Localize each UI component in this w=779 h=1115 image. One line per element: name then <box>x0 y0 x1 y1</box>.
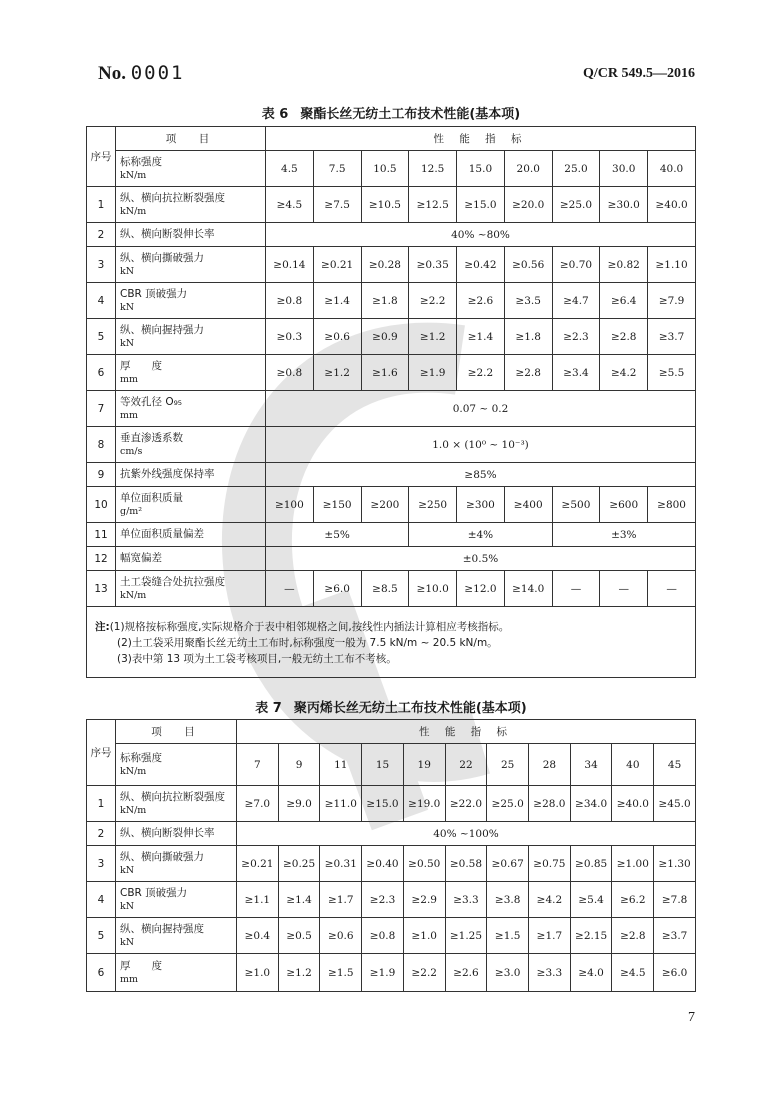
table-cell: ≥4.5 <box>266 187 314 223</box>
table-cell: 40 <box>612 744 654 786</box>
table-cell: ≥3.3 <box>445 882 487 918</box>
table-cell: ≥0.8 <box>362 918 404 954</box>
table-cell: ≥0.35 <box>409 247 457 283</box>
item-name-text: 纵、横向撕破强力 <box>120 251 204 264</box>
item-name-text: 单位面积质量 <box>120 491 183 504</box>
table-cell: ≥1.2 <box>409 319 457 355</box>
table-cell: ≥1.4 <box>457 319 505 355</box>
item-unit-text: mm <box>120 373 139 385</box>
table-cell: ≥0.25 <box>278 846 320 882</box>
seq-cell: 11 <box>87 523 116 547</box>
seq-cell: 13 <box>87 571 116 607</box>
item-unit-text: mm <box>120 409 139 421</box>
table-cell: ≥1.0 <box>237 954 279 992</box>
table-cell: ≥9.0 <box>278 786 320 822</box>
table-cell: ≥0.58 <box>445 846 487 882</box>
row-item-name <box>116 283 266 319</box>
row-item-name <box>116 882 237 918</box>
item-unit-text: kN/m <box>120 589 147 601</box>
table-cell: ≥1.6 <box>361 355 409 391</box>
table-cell: 10.5 <box>361 151 409 187</box>
table-cell: 25 <box>487 744 529 786</box>
table-cell: ≥2.3 <box>362 882 404 918</box>
table-row <box>87 427 696 463</box>
item-name-text: 土工袋缝合处抗拉强度 <box>120 575 225 588</box>
document-number-value: 0001 <box>130 62 185 84</box>
row-item-name <box>116 427 266 463</box>
table-cell: ≥6.4 <box>600 283 648 319</box>
table-cell: ≥40.0 <box>648 187 696 223</box>
table-cell: 22 <box>445 744 487 786</box>
table-cell: ≥3.3 <box>529 954 571 992</box>
item-unit-text: kN/m <box>120 205 147 217</box>
item-name-text: 幅宽偏差 <box>120 552 162 564</box>
table-cell-group: ±4% <box>409 523 552 547</box>
seq-cell: 3 <box>87 846 116 882</box>
table-row <box>87 355 696 391</box>
table-cell: 19 <box>403 744 445 786</box>
notes-label: 注: <box>95 621 110 633</box>
document-number-label: No. <box>98 63 126 84</box>
table-cell: ≥28.0 <box>529 786 571 822</box>
table-cell: ≥2.6 <box>457 283 505 319</box>
table-cell: ≥0.21 <box>237 846 279 882</box>
table-cell: ≥0.70 <box>552 247 600 283</box>
item-unit-text: kN/m <box>120 169 147 181</box>
table-cell: ≥200 <box>361 487 409 523</box>
seq-header: 序号 <box>87 720 116 786</box>
row-item-name <box>116 744 237 786</box>
performance-header: 性 能 指 标 <box>266 127 696 151</box>
table-cell: 34 <box>570 744 612 786</box>
table-cell: ≥0.21 <box>313 247 361 283</box>
seq-cell: 4 <box>87 283 116 319</box>
item-unit-text: kN <box>120 265 135 277</box>
table-header-row <box>87 720 696 744</box>
table-notes <box>87 607 696 678</box>
table-cell: ≥1.2 <box>278 954 320 992</box>
seq-cell: 1 <box>87 187 116 223</box>
table6-caption <box>86 103 696 122</box>
row-item-name <box>116 355 266 391</box>
table-cell: ≥45.0 <box>654 786 696 822</box>
table-cell: ≥6.2 <box>612 882 654 918</box>
row-item-name <box>116 571 266 607</box>
table-cell: ≥22.0 <box>445 786 487 822</box>
table-cell: ≥1.8 <box>361 283 409 319</box>
seq-cell: 9 <box>87 463 116 487</box>
table-cell: ≥0.67 <box>487 846 529 882</box>
table-cell: ≥12.0 <box>457 571 505 607</box>
row-item-name <box>116 319 266 355</box>
table-cell: ≥0.9 <box>361 319 409 355</box>
seq-cell: 4 <box>87 882 116 918</box>
table-cell: ≥30.0 <box>600 187 648 223</box>
table-cell: ≥34.0 <box>570 786 612 822</box>
table-cell: 28 <box>529 744 571 786</box>
item-name-text: 纵、横向撕破强力 <box>120 850 204 863</box>
table-cell: ≥7.8 <box>654 882 696 918</box>
row-item-name <box>116 463 266 487</box>
table-cell: ≥7.9 <box>648 283 696 319</box>
table-cell: 15.0 <box>457 151 505 187</box>
row-item-name <box>116 187 266 223</box>
table-cell: ≥1.9 <box>409 355 457 391</box>
table6-caption-num: 表 6 <box>261 107 289 122</box>
seq-cell: 5 <box>87 319 116 355</box>
table-cell: ≥1.0 <box>403 918 445 954</box>
table-cell: ≥100 <box>266 487 314 523</box>
table-cell: ≥20.0 <box>504 187 552 223</box>
table-row <box>87 283 696 319</box>
item-header: 项 目 <box>116 127 266 151</box>
table-cell: ≥0.28 <box>361 247 409 283</box>
item-name-text: 纵、横向抗拉断裂强度 <box>120 191 225 204</box>
table-cell: ≥2.9 <box>403 882 445 918</box>
table-cell: 20.0 <box>504 151 552 187</box>
item-name-text: 纵、横向握持强力 <box>120 323 204 336</box>
table6 <box>86 126 696 678</box>
table-row <box>87 463 696 487</box>
table-cell: ≥600 <box>600 487 648 523</box>
item-name-text: 等效孔径 O₉₅ <box>120 395 183 408</box>
table-cell: ≥3.7 <box>648 319 696 355</box>
item-name-text: 标称强度 <box>120 155 162 168</box>
table-cell: 40.0 <box>648 151 696 187</box>
table-cell: ≥1.7 <box>529 918 571 954</box>
table-cell: ≥5.5 <box>648 355 696 391</box>
table-cell: ≥4.0 <box>570 954 612 992</box>
row-item-name <box>116 487 266 523</box>
table-cell: ≥25.0 <box>552 187 600 223</box>
table-cell: ≥2.6 <box>445 954 487 992</box>
table-cell: ≥7.5 <box>313 187 361 223</box>
table-cell: — <box>552 571 600 607</box>
row-item-name <box>116 918 237 954</box>
table-cell: ≥0.42 <box>457 247 505 283</box>
item-name-text: 单位面积质量偏差 <box>120 528 204 540</box>
row-item-name <box>116 391 266 427</box>
table-row <box>87 187 696 223</box>
seq-cell: 12 <box>87 547 116 571</box>
table-cell-merged: 0.07 ~ 0.2 <box>266 391 696 427</box>
table-row <box>87 786 696 822</box>
table-cell: ≥12.5 <box>409 187 457 223</box>
item-unit-text: kN <box>120 936 135 948</box>
item-unit-text: kN <box>120 900 135 912</box>
table-cell: 25.0 <box>552 151 600 187</box>
table-cell: ≥2.2 <box>457 355 505 391</box>
table7-caption-title: 聚丙烯长丝无纺土工布技术性能(基本项) <box>293 701 527 716</box>
table-notes-row <box>87 607 696 678</box>
table-row <box>87 954 696 992</box>
table-cell-merged: ≥85% <box>266 463 696 487</box>
table-cell: ≥0.82 <box>600 247 648 283</box>
note-line <box>95 635 687 651</box>
seq-cell: 7 <box>87 391 116 427</box>
table-cell: ≥2.8 <box>600 319 648 355</box>
row-item-name <box>116 786 237 822</box>
table-cell: ≥4.2 <box>600 355 648 391</box>
table-cell: ≥3.7 <box>654 918 696 954</box>
table-cell: 4.5 <box>266 151 314 187</box>
table-cell: ≥150 <box>313 487 361 523</box>
item-name-text: 厚 度 <box>120 359 162 372</box>
table-cell: ≥0.6 <box>320 918 362 954</box>
table-row <box>87 247 696 283</box>
table-cell: 7.5 <box>313 151 361 187</box>
table-cell: ≥10.5 <box>361 187 409 223</box>
seq-cell: 2 <box>87 223 116 247</box>
table-cell: ≥300 <box>457 487 505 523</box>
seq-cell: 8 <box>87 427 116 463</box>
table-cell: ≥3.4 <box>552 355 600 391</box>
table-cell: 7 <box>237 744 279 786</box>
seq-cell: 10 <box>87 487 116 523</box>
item-name-text: 纵、横向握持强度 <box>120 922 204 935</box>
table-cell: ≥7.0 <box>237 786 279 822</box>
note-text: (3)表中第 13 项为土工袋考核项目,一般无纺土工布不考核。 <box>117 653 397 665</box>
table-cell: ≥15.0 <box>362 786 404 822</box>
table-row <box>87 487 696 523</box>
table-cell: — <box>266 571 314 607</box>
table-cell: ≥3.0 <box>487 954 529 992</box>
table-cell: ≥0.31 <box>320 846 362 882</box>
table-cell: ≥1.00 <box>612 846 654 882</box>
table-cell: ≥0.85 <box>570 846 612 882</box>
table-cell: ≥1.10 <box>648 247 696 283</box>
table-row <box>87 571 696 607</box>
table7-caption-num: 表 7 <box>255 701 282 716</box>
seq-cell: 6 <box>87 355 116 391</box>
table-cell: ≥1.4 <box>313 283 361 319</box>
table-cell: ≥800 <box>648 487 696 523</box>
table-row <box>87 547 696 571</box>
table-row <box>87 846 696 882</box>
table6-caption-title: 聚酯长丝无纺土工布技术性能(基本项) <box>300 107 521 122</box>
seq-cell: 3 <box>87 247 116 283</box>
item-name-text: 纵、横向断裂伸长率 <box>120 228 215 240</box>
item-name-text: 垂直渗透系数 <box>120 431 183 444</box>
table-cell: ≥1.5 <box>487 918 529 954</box>
table-cell: ≥0.50 <box>403 846 445 882</box>
table-cell: ≥0.5 <box>278 918 320 954</box>
table-cell: — <box>600 571 648 607</box>
row-item-name <box>116 822 237 846</box>
table-cell: ≥2.8 <box>504 355 552 391</box>
table-row <box>87 223 696 247</box>
table-row <box>87 918 696 954</box>
table-cell-merged: 40% ~80% <box>266 223 696 247</box>
table-cell: ≥8.5 <box>361 571 409 607</box>
table-row-nominal-strength <box>87 151 696 187</box>
table-cell: ≥250 <box>409 487 457 523</box>
row-item-name <box>116 247 266 283</box>
table-cell: ≥3.8 <box>487 882 529 918</box>
table-row <box>87 882 696 918</box>
table-cell: ≥2.3 <box>552 319 600 355</box>
table-cell: ≥1.1 <box>237 882 279 918</box>
table-row <box>87 319 696 355</box>
table-cell-merged: ±0.5% <box>266 547 696 571</box>
table-cell: ≥2.2 <box>409 283 457 319</box>
table-cell-group: ±5% <box>266 523 409 547</box>
item-name-text: CBR 顶破强力 <box>120 886 188 899</box>
seq-cell: 2 <box>87 822 116 846</box>
table-cell: ≥4.7 <box>552 283 600 319</box>
row-item-name <box>116 547 266 571</box>
table-cell: ≥0.8 <box>266 283 314 319</box>
item-unit-text: kN <box>120 301 135 313</box>
table-cell: ≥4.5 <box>612 954 654 992</box>
table-cell: 12.5 <box>409 151 457 187</box>
table-row <box>87 391 696 427</box>
table-cell: ≥1.5 <box>320 954 362 992</box>
row-item-name <box>116 223 266 247</box>
table-row <box>87 523 696 547</box>
table-cell: ≥40.0 <box>612 786 654 822</box>
table-cell: ≥1.25 <box>445 918 487 954</box>
table-cell: ≥0.6 <box>313 319 361 355</box>
row-item-name <box>116 523 266 547</box>
item-name-text: 抗紫外线强度保持率 <box>120 468 215 480</box>
seq-cell: 5 <box>87 918 116 954</box>
item-unit-text: g/m² <box>120 505 143 517</box>
table-cell: ≥1.2 <box>313 355 361 391</box>
table-cell: ≥14.0 <box>504 571 552 607</box>
table-cell: ≥6.0 <box>654 954 696 992</box>
table-cell: ≥2.2 <box>403 954 445 992</box>
table-cell: ≥0.3 <box>266 319 314 355</box>
performance-header: 性 能 指 标 <box>237 720 696 744</box>
document-number <box>98 62 185 85</box>
table-cell: ≥10.0 <box>409 571 457 607</box>
table-cell: ≥1.9 <box>362 954 404 992</box>
table-header-row <box>87 127 696 151</box>
table-cell: 9 <box>278 744 320 786</box>
item-name-text: 厚 度 <box>120 959 162 972</box>
table-cell-group: ±3% <box>552 523 695 547</box>
seq-header: 序号 <box>87 127 116 187</box>
table-cell: ≥500 <box>552 487 600 523</box>
note-line <box>95 651 687 667</box>
item-name-text: 标称强度 <box>120 751 162 764</box>
table-cell: ≥0.56 <box>504 247 552 283</box>
item-unit-text: cm/s <box>120 445 143 457</box>
table-cell: ≥11.0 <box>320 786 362 822</box>
row-item-name <box>116 151 266 187</box>
table-cell: 45 <box>654 744 696 786</box>
table-cell: ≥0.14 <box>266 247 314 283</box>
table-cell: 15 <box>362 744 404 786</box>
table-cell: ≥1.4 <box>278 882 320 918</box>
table-cell: — <box>648 571 696 607</box>
table-cell-merged: 1.0 × (10⁰ ~ 10⁻³) <box>266 427 696 463</box>
table-cell: ≥5.4 <box>570 882 612 918</box>
item-unit-text: kN/m <box>120 765 147 777</box>
table7-caption <box>86 697 696 716</box>
table-cell: ≥0.40 <box>362 846 404 882</box>
seq-cell: 6 <box>87 954 116 992</box>
standard-code: Q/CR 549.5—2016 <box>583 66 695 81</box>
table-cell: ≥15.0 <box>457 187 505 223</box>
item-name-text: 纵、横向断裂伸长率 <box>120 827 215 839</box>
item-name-text: CBR 顶破强力 <box>120 287 188 300</box>
table-cell: ≥0.8 <box>266 355 314 391</box>
table-cell: ≥3.5 <box>504 283 552 319</box>
page-number: 7 <box>688 1010 695 1025</box>
table-cell: ≥0.4 <box>237 918 279 954</box>
row-item-name <box>116 846 237 882</box>
table-cell: ≥6.0 <box>313 571 361 607</box>
table-row <box>87 822 696 846</box>
table-cell: ≥4.2 <box>529 882 571 918</box>
note-text: (2)土工袋采用聚酯长丝无纺土工布时,标称强度一般为 7.5 kN/m ~ 20.5 kN/m。 <box>117 637 498 649</box>
item-unit-text: kN/m <box>120 804 147 816</box>
table-cell: 11 <box>320 744 362 786</box>
table-cell: 30.0 <box>600 151 648 187</box>
table-cell: ≥2.15 <box>570 918 612 954</box>
table-cell: ≥19.0 <box>403 786 445 822</box>
table-cell: ≥2.8 <box>612 918 654 954</box>
table-cell: ≥0.75 <box>529 846 571 882</box>
row-item-name <box>116 954 237 992</box>
item-unit-text: kN <box>120 864 135 876</box>
table7 <box>86 719 696 992</box>
table-cell: ≥1.7 <box>320 882 362 918</box>
note-text: (1)规格按标称强度,实际规格介于表中相邻规格之间,按线性内插法计算相应考核指标。 <box>109 621 510 633</box>
table-row-nominal-strength <box>87 744 696 786</box>
table-cell: ≥25.0 <box>487 786 529 822</box>
item-name-text: 纵、横向抗拉断裂强度 <box>120 790 225 803</box>
item-unit-text: mm <box>120 973 139 985</box>
table-cell: ≥400 <box>504 487 552 523</box>
table-cell: ≥1.8 <box>504 319 552 355</box>
note-line <box>95 619 687 635</box>
item-unit-text: kN <box>120 337 135 349</box>
item-header: 项 目 <box>116 720 237 744</box>
table-cell-merged: 40% ~100% <box>237 822 696 846</box>
table-cell: ≥1.30 <box>654 846 696 882</box>
seq-cell: 1 <box>87 786 116 822</box>
